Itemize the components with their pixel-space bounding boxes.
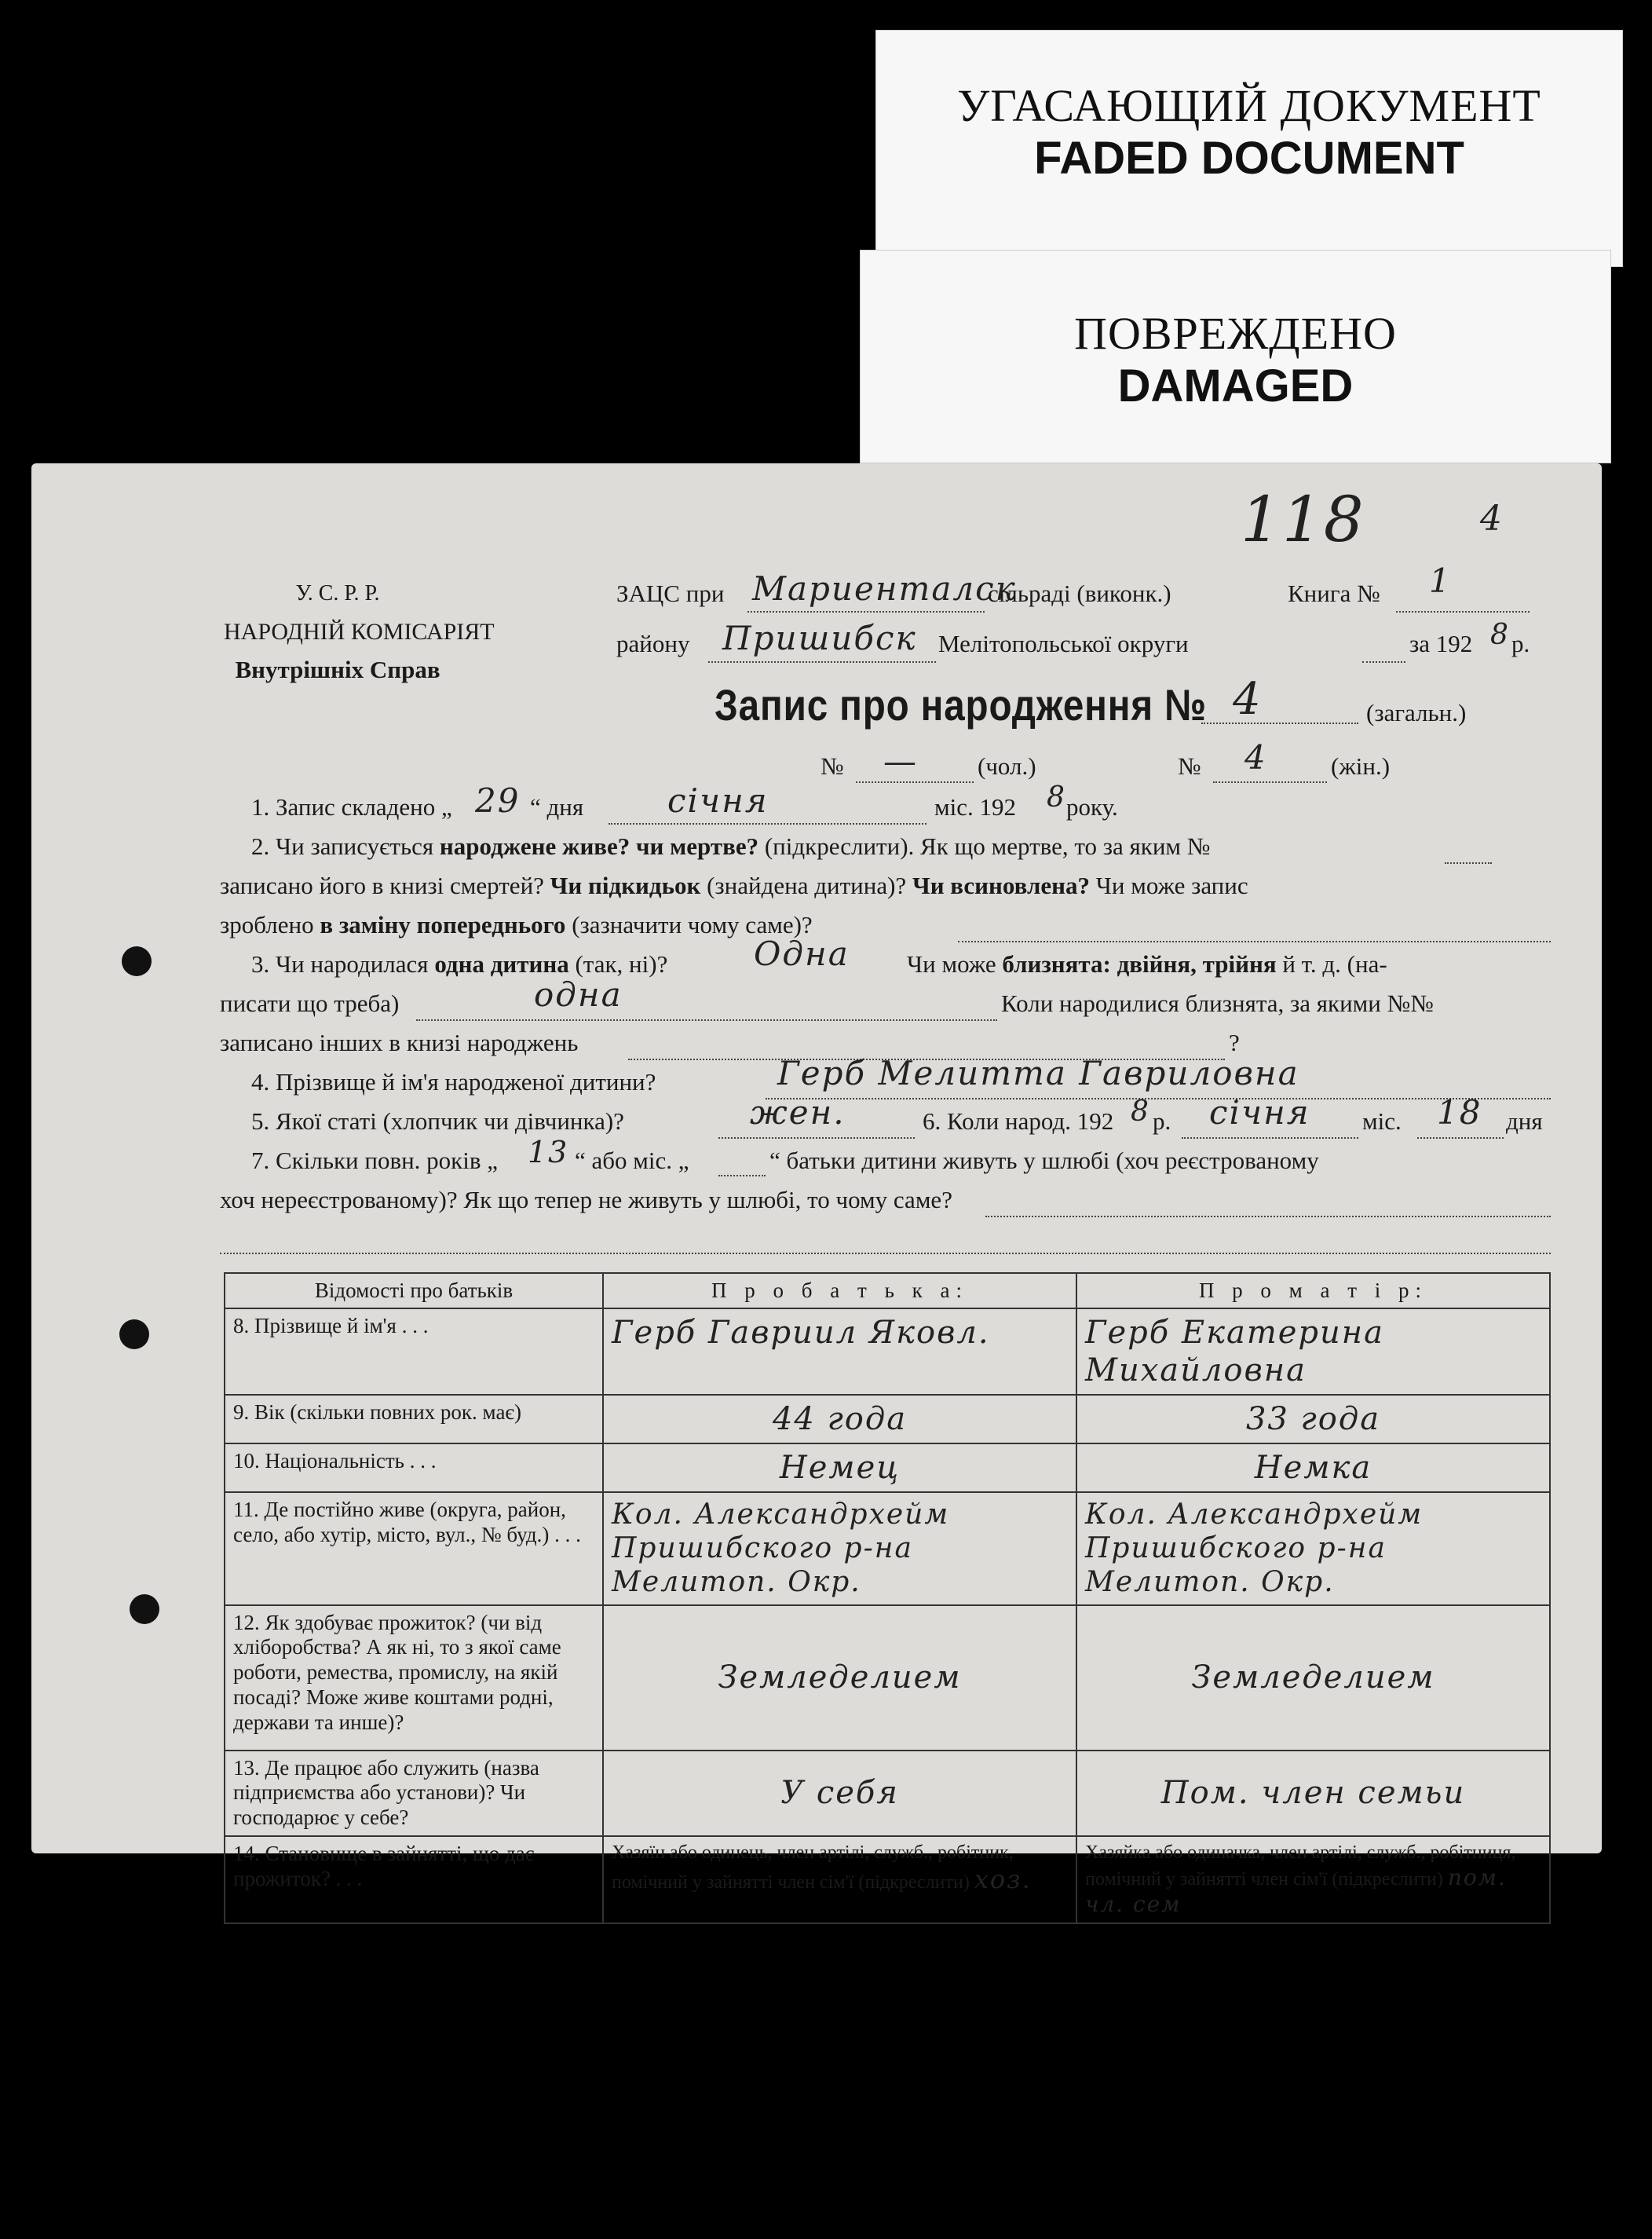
mother-status-value: пом. чл. сем [1085, 1864, 1507, 1917]
faded-document-sticker [875, 30, 1623, 267]
q1-day-value: 29 [475, 781, 521, 820]
q3-line1-e: близнята: двійня, трійня [1002, 950, 1277, 978]
general-number-value: 4 [1233, 674, 1263, 725]
year-prefix: за 192 [1409, 630, 1473, 657]
q6-day-value: 18 [1437, 1093, 1482, 1132]
father-value: Герб Гавриил Яковл. [603, 1308, 1076, 1395]
male-number-suffix: (чол.) [978, 752, 1036, 780]
q3-line3-end: ? [1229, 1029, 1240, 1056]
table-row-livelihood [225, 1605, 1550, 1751]
table-row-name [225, 1308, 1550, 1395]
q2-line1-b: народжене живе? чи мертве? [439, 832, 759, 860]
district-line [708, 661, 936, 663]
birth-record-card [31, 463, 1602, 1917]
zags-suffix: сільраді (виконк.) [988, 580, 1171, 607]
district-suffix: Мелітопольської округи [938, 630, 1189, 657]
father-value: Немец [603, 1443, 1076, 1492]
q1-label-b: “ дня [530, 793, 584, 821]
father-value: У себя [603, 1751, 1076, 1837]
damaged-label-ru: ПОВРЕЖДЕНО [1074, 308, 1397, 359]
q1-year-value: 8 [1047, 781, 1066, 814]
row-label: 8. Прізвище й ім'я . . . [225, 1308, 603, 1395]
table-row-nationality [225, 1443, 1550, 1492]
q6-month-value: січня [1209, 1093, 1310, 1132]
q2-line2 [220, 872, 1248, 900]
mother-status-options: Хазяйка або одиначка, член артілі, служб., робітниця, помічний у зайнятті член сім'ї (підкреслити) [1085, 1842, 1516, 1890]
q7-reason-line [985, 1216, 1551, 1217]
q3-line3: записано інших в книзі народжень [220, 1029, 579, 1056]
female-number-suffix: (жін.) [1331, 752, 1391, 780]
father-value: Кол. Александрхейм Пришибского р-на Мелитоп. Окр. [603, 1492, 1076, 1605]
q1-label-a: 1. Запис складено „ [251, 793, 452, 821]
village-council-line [747, 611, 985, 613]
record-title: Запис про народження № [715, 680, 1207, 730]
faded-label-en: FADED DOCUMENT [1034, 133, 1464, 184]
q7-label-a: 7. Скільки повн. років „ [251, 1147, 498, 1174]
mother-value: Кол. Александрхейм Пришибского р-на Мелитоп. Окр. [1076, 1492, 1550, 1605]
book-number-line [1396, 611, 1530, 613]
q7-years-value: 13 [528, 1135, 569, 1169]
q3-line1-left [251, 950, 667, 979]
q5-sex-value: жен. [750, 1093, 846, 1132]
q2-death-number-line [1445, 862, 1492, 864]
q3-line1-b: одна дитина [434, 950, 569, 978]
general-number-line [1201, 723, 1358, 724]
female-number-line [1213, 781, 1327, 783]
q3-line1-f: й т. д. (на- [1276, 950, 1387, 978]
female-number-value: 4 [1244, 738, 1267, 777]
q2-line1-c: (підкреслити). Як що мертве, то за яким № [758, 832, 1211, 860]
department-label: Внутрішніх Справ [235, 656, 440, 683]
father-status-cell [603, 1836, 1076, 1923]
q3-line1-c: (так, ні)? [568, 950, 668, 978]
header-mother: П р о м а т і р: [1076, 1273, 1550, 1308]
header-father: П р о б а т ь к а: [603, 1273, 1076, 1308]
table-row-residence [225, 1492, 1550, 1605]
table-header-row [225, 1273, 1550, 1308]
table-row-occupation-status [225, 1836, 1550, 1923]
mother-value: Земледелием [1076, 1605, 1550, 1751]
q3-line2-b: Коли народилися близнята, за якими №№ [1001, 990, 1434, 1017]
q3-line2-line [416, 1019, 997, 1021]
father-value: Земледелием [603, 1605, 1076, 1751]
book-label: Книга № [1288, 580, 1380, 607]
mother-value: 33 года [1076, 1395, 1550, 1443]
q2-line3 [220, 911, 813, 939]
parents-table [224, 1272, 1551, 1924]
damaged-document-sticker [860, 250, 1611, 463]
q2-line2-b: Чи підкидьок [550, 872, 701, 899]
mother-value: Герб Екатерина Михайловна [1076, 1308, 1550, 1395]
q3-one-child-value: Одна [754, 935, 850, 973]
q6-label-a: 6. Коли народ. 192 [923, 1107, 1114, 1135]
mother-value: Немка [1076, 1443, 1550, 1492]
row-label: 13. Де працює або служить (назва підприємства або установи)? Чи господарює у себе? [225, 1751, 603, 1837]
q7-extra-line [220, 1253, 1551, 1254]
row-label: 12. Як здобуває прожиток? (чи від хліборобства? А як ні, то з якої саме роботи, ремества, промислу, на якій посаді? Може живе коштами родні, держави та инше)? [225, 1605, 603, 1751]
row-label: 11. Де постійно живе (округа, район, село, або хутір, місто, вул., № буд.) . . . [225, 1492, 603, 1605]
village-council-value: Мариенталск [752, 569, 1017, 608]
mother-value: Пом. член семьи [1076, 1751, 1550, 1837]
q6-label-b: р. [1153, 1107, 1171, 1135]
archive-number: 118 [1241, 483, 1365, 556]
q2-line1-a: 2. Чи записується [251, 832, 440, 860]
q3-line1-d: Чи може [907, 950, 1003, 978]
archive-corner-number: 4 [1480, 499, 1504, 539]
row-label: 14. Становище в зайнятті, що дає прожиток? . . . [225, 1836, 603, 1923]
district-value: Пришибск [722, 619, 917, 657]
father-status-options: Хазяїн або одинець, член артілі, служб., робітник, помічний у зайнятті член сім'ї (підкреслити) [612, 1842, 1014, 1893]
q6-day-line [1417, 1137, 1504, 1139]
q2-reason-line [958, 941, 1551, 942]
male-number-line [856, 781, 974, 783]
father-status-value: хоз. [974, 1864, 1032, 1894]
q4-child-name-value: Герб Мелитта Гавриловна [777, 1054, 1299, 1092]
q5-label: 5. Якої статі (хлопчик чи дівчинка)? [251, 1107, 624, 1135]
male-number-label: № [821, 752, 844, 780]
punch-hole [119, 1319, 149, 1349]
q4-label: 4. Прізвище й ім'я народженої дитини? [251, 1068, 656, 1096]
faded-label-ru: УГАСАЮЩИЙ ДОКУМЕНТ [957, 80, 1541, 131]
q2-line3-a: зроблено [220, 911, 320, 938]
q1-month-line [609, 823, 927, 825]
q6-year-value: 8 [1131, 1096, 1150, 1128]
year-prefix-line [1362, 661, 1405, 663]
q3-line2-value: одна [534, 975, 623, 1014]
q2-line3-c: (зазначити чому саме)? [565, 911, 813, 938]
table-row-workplace [225, 1751, 1550, 1837]
q3-line1-right [907, 950, 1387, 979]
row-label: 10. Національність . . . [225, 1443, 603, 1492]
q2-line1 [251, 832, 1210, 861]
father-value: 44 года [603, 1395, 1076, 1443]
republic-label: У. С. Р. Р. [295, 581, 380, 605]
row-label: 9. Вік (скільки повних рок. має) [225, 1395, 603, 1443]
q3-line1-a: 3. Чи народилася [251, 950, 435, 978]
punch-hole [130, 1594, 159, 1624]
mother-status-cell [1076, 1836, 1550, 1923]
damaged-label-en: DAMAGED [1117, 360, 1354, 412]
q2-line2-e: Чи може запис [1089, 872, 1248, 899]
header-parents-info: Відомості про батьків [225, 1273, 603, 1308]
q2-line2-a: записано його в книзі смертей? [220, 872, 550, 899]
q1-month-value: січня [667, 781, 769, 820]
general-label: (загальн.) [1366, 699, 1467, 726]
year-suffix: р. [1511, 630, 1530, 657]
punch-hole [122, 946, 152, 976]
zags-prefix: ЗАЦС при [616, 580, 725, 607]
q6-month-line [1182, 1137, 1358, 1139]
q2-line2-c: (знайдена дитина)? [700, 872, 912, 899]
q4-line [766, 1098, 1551, 1099]
q7-months-line [718, 1175, 766, 1176]
q7-label-c: “ батьки дитини живуть у шлюбі (хоч реєстрованому [769, 1147, 1319, 1174]
district-prefix: району [616, 630, 690, 657]
q7-line2: хоч нереєстрованому)? Як що тепер не живуть у шлюбі, то чому саме? [220, 1186, 952, 1213]
q1-label-c: міс. 192 [934, 793, 1016, 821]
q7-label-b: “ або міс. „ [575, 1147, 689, 1174]
book-number-value: 1 [1429, 562, 1452, 600]
male-number-value: — [883, 742, 918, 781]
q2-line2-d: Чи всиновлена? [912, 872, 1090, 899]
year-digit: 8 [1490, 619, 1510, 651]
q1-label-d: року. [1066, 793, 1118, 821]
commissariat-label: НАРОДНІЙ КОМІСАРІЯТ [224, 619, 495, 645]
q2-line3-b: в заміну попереднього [320, 911, 566, 938]
table-row-age [225, 1395, 1550, 1443]
q3-line2-a: писати що треба) [220, 990, 400, 1017]
q6-label-d: дня [1506, 1107, 1543, 1135]
q6-label-c: міс. [1362, 1107, 1402, 1135]
q5-line [718, 1137, 915, 1139]
female-number-label: № [1178, 752, 1201, 780]
